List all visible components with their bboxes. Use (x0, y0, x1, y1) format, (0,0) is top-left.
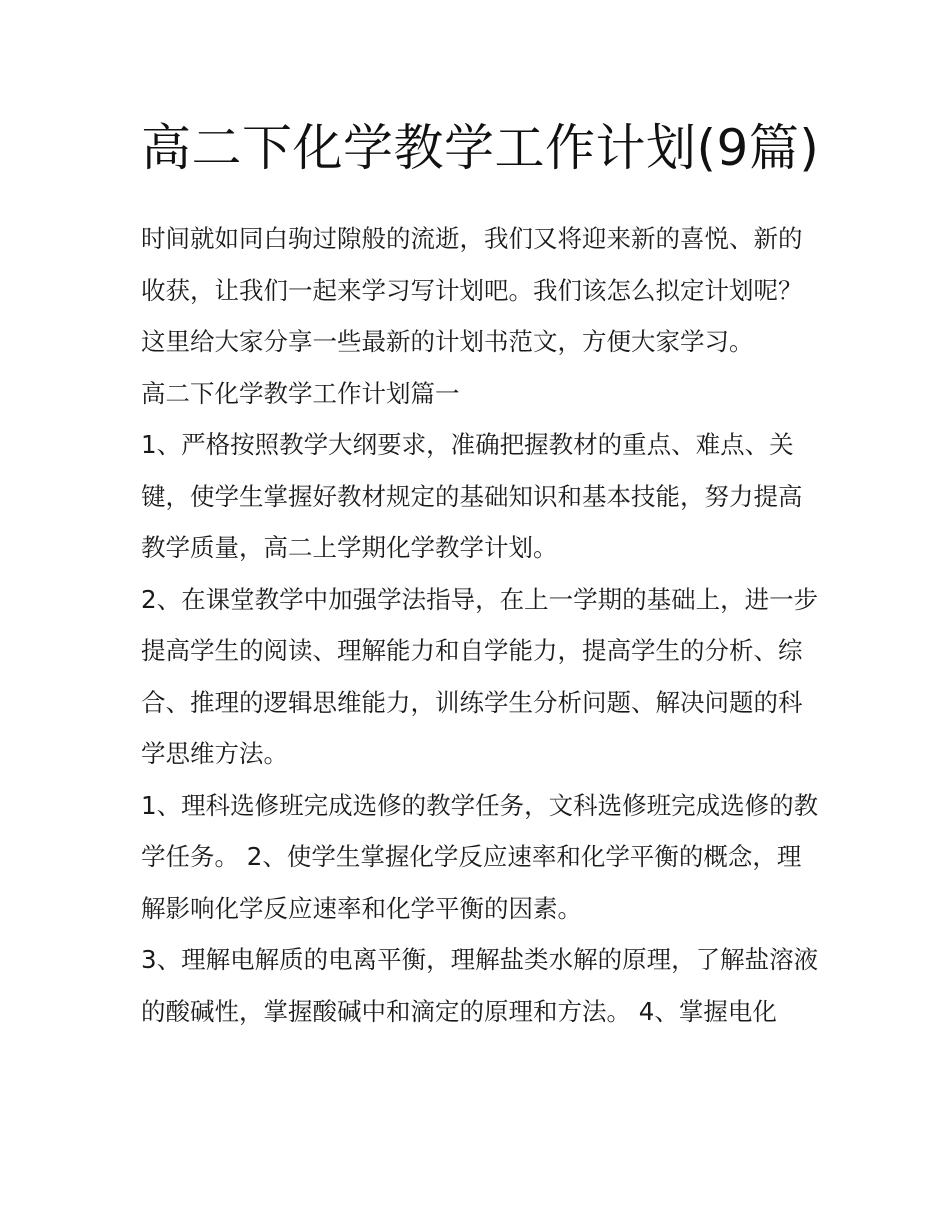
document-body (141, 108, 821, 1037)
document-title: 高二下化学教学工作计划(9篇) (141, 119, 820, 177)
paragraph-item-3: 1、理科选修班完成选修的教学任务，文科选修班完成选修的教学任务。 2、使学生掌握化学反应速率和化学平衡的概念，理解影响化学反应速率和化学平衡的因素。 (141, 790, 819, 923)
paragraph-item-4: 3、理解电解质的电离平衡，理解盐类水解的原理，了解盐溶液的酸碱性，掌握酸碱中和滴定的原理和方法。 4、掌握电化 (141, 945, 819, 1026)
paragraph-item-2: 2、在课堂教学中加强学法指导，在上一学期的基础上，进一步提高学生的阅读、理解能力和自学能力，提高学生的分析、综合、推理的逻辑思维能力，训练学生分析问题、解决问题的科学思维方法。 (141, 584, 819, 768)
intro-paragraph: 时间就如同白驹过隙般的流逝，我们又将迎来新的喜悦、新的收获，让我们一起来学习写计划吧。我们该怎么拟定计划呢？这里给大家分享一些最新的计划书范文，方便大家学习。 (141, 224, 803, 356)
section-heading: 高二下化学教学工作计划篇一 (141, 378, 460, 408)
paragraph-item-1: 1、严格按照教学大纲要求，准确把握教材的重点、难点、关键，使学生掌握好教材规定的基础知识和基本技能，努力提高教学质量，高二上学期化学教学计划。 (141, 430, 803, 562)
